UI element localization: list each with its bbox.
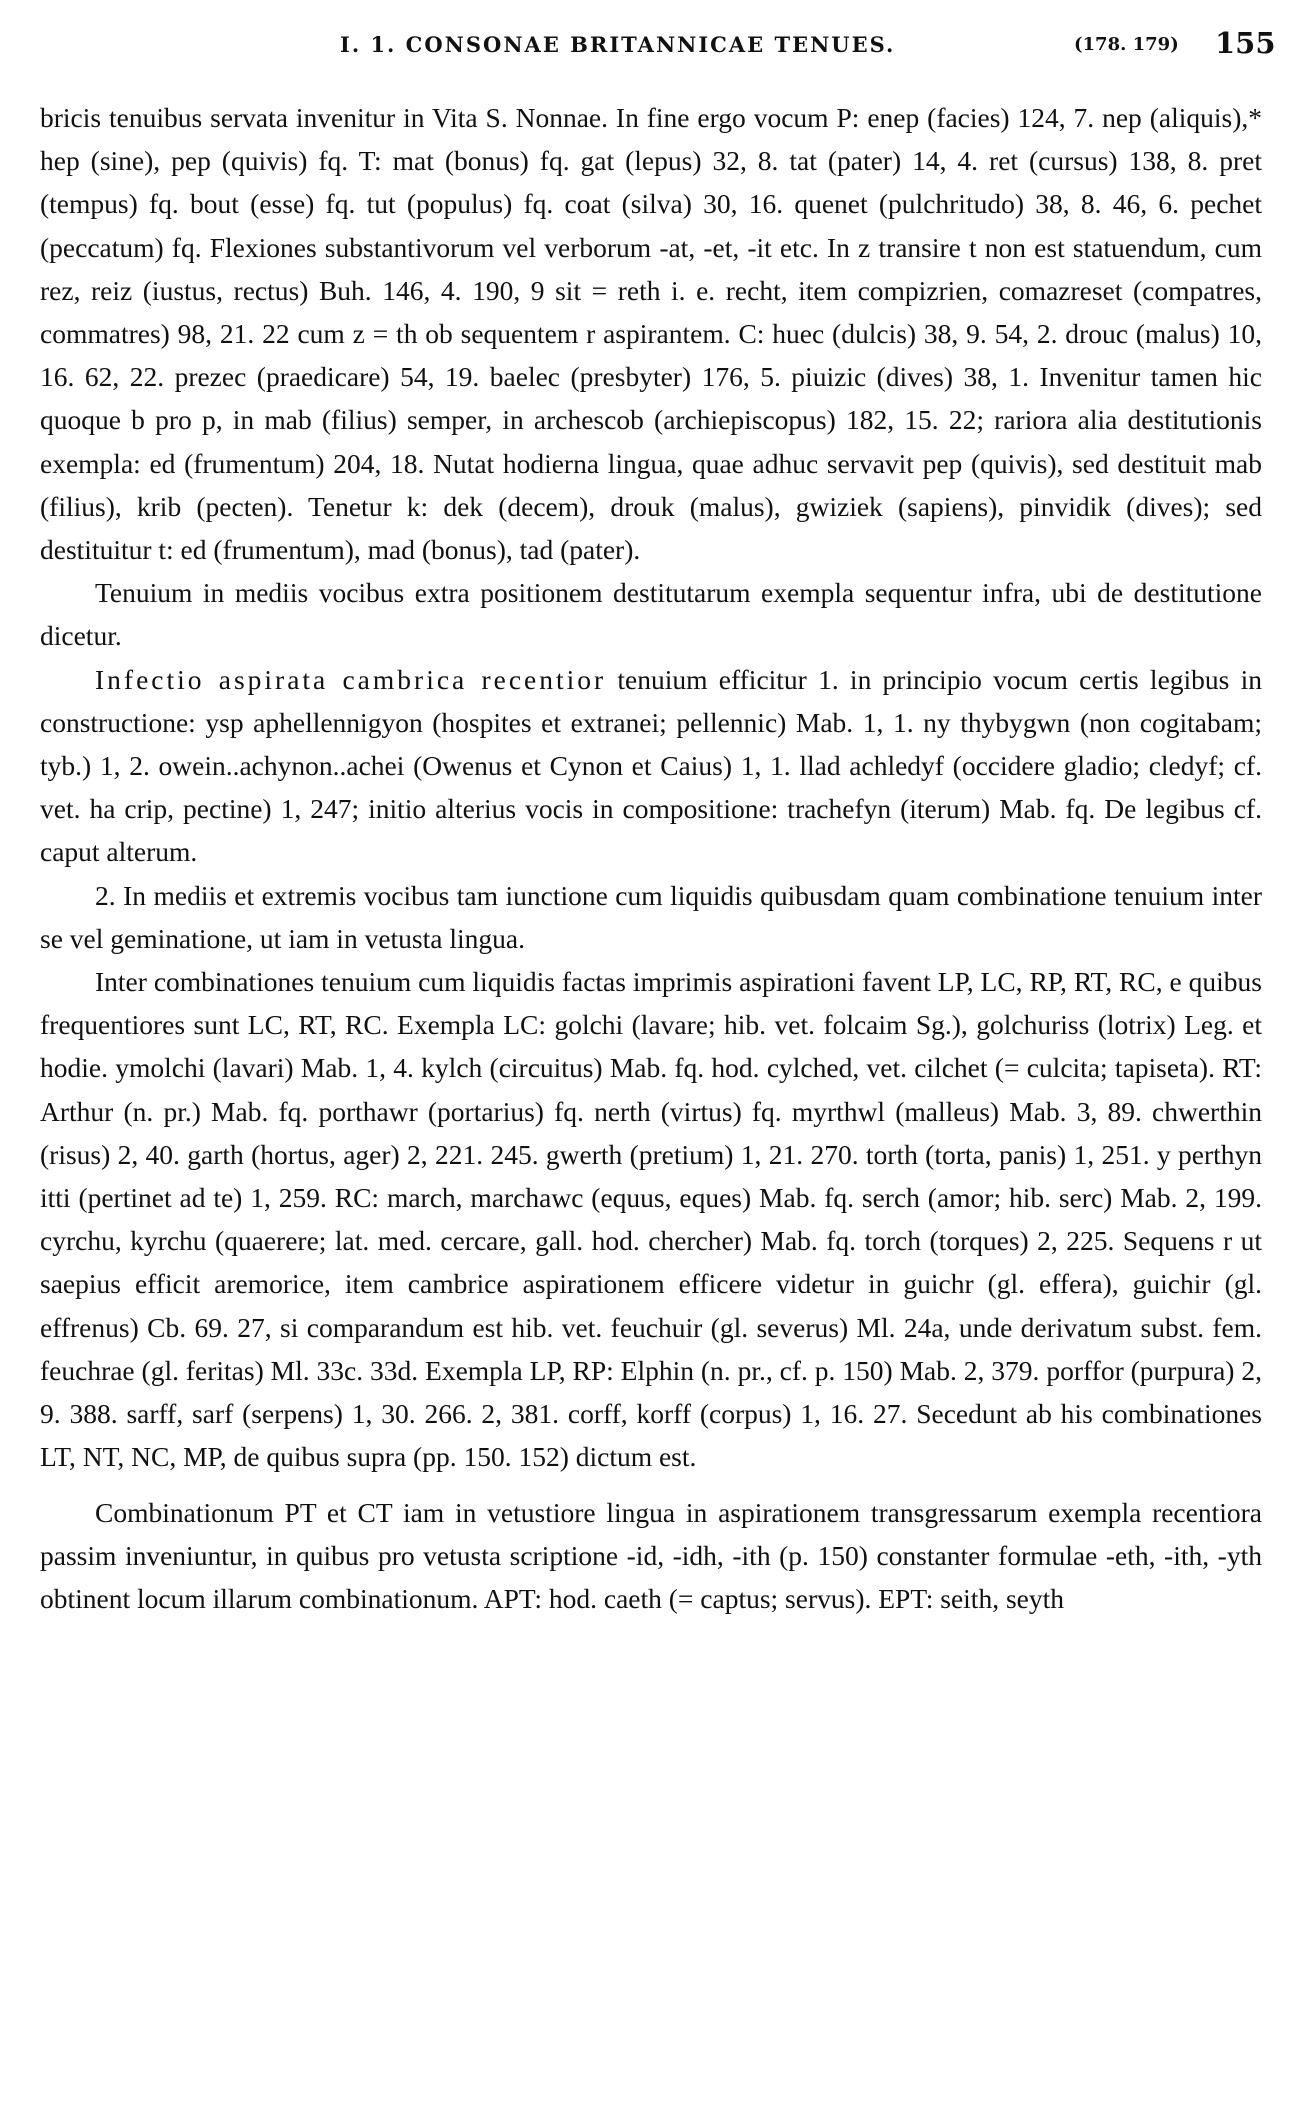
paragraph-text: Inter combinationes tenuium cum liquidis factas imprimis aspirationi favent LP, LC, RP, RT, RC, e quibus frequentiores sunt LC, RT, RC. Exempla LC: golchi (lavare; hib. vet. folcaim Sg.), golchuriss (lotrix) Leg. et hodie. ymolchi (lavari) Mab. 1, 4. kylch (circuitus) Mab. fq. hod. cylched, vet. cilchet (= culcita; tapiseta). RT: Arthur (n. pr.) Mab. fq. porthawr (portarius) fq. nerth (virtus) fq. myrthwl (malleus) Mab. 3, 89. chwerthin (risus) 2, 40. garth (hortus, ager) 2, 221. 245. gwerth (pretium) 1, 21. 270. torth (torta, panis) 1, 251. y perthyn itti (pertinet ad te) 1, 259. RC: march, marchawc (equus, eques) Mab. fq. serch (amor; hib. serc) Mab. 2, 199. cyrchu, kyrchu (quaerere; lat. med. cercare, gall. hod. chercher) Mab. fq. torch (torques) 2, 225. Sequens r ut saepius efficit aremorice, item cambrice aspirationem efficere videtur in guichr (gl. effera), guichir (gl. effrenus) Cb. 69. 27, si comparandum est hib. vet. feuchuir (gl. severus) Ml. 24a, unde derivatum subst. fem. feuchrae (gl. feritas) Ml. 33c. 33d. Exempla LP, RP: Elphin (n. pr., cf. p. 150) Mab. 2, 379. porffor (purpura) 2, 9. 388. sarff, sarf (serpens) 1, 30. 266. 2, 381. corff, korff (corpus) 1, 16. 27. Secedunt ab his combinationes LT, NT, NC, MP, de quibus supra (pp. 150. 152) dictum est. <box>40 966 1262 1473</box>
page-number: 155 <box>1215 26 1276 60</box>
running-header <box>0 24 1298 64</box>
paragraph-text: Combinationum PT et CT iam in vetustiore lingua in aspirationem transgressarum exempla recentiora passim inveniuntur, in quibus pro vetusta scriptione -id, -idh, -ith (p. 150) constanter formulae -eth, -ith, -yth obtinent locum illarum combinationum. APT: hod. caeth (= captus; servus). EPT: seith, seyth <box>40 1496 1262 1614</box>
paragraph-text: bricis tenuibus servata invenitur in Vita S. Nonnae. In fine ergo vocum P: enep (facies) 124, 7. nep (aliquis),* hep (sine), pep (quivis) fq. T: mat (bonus) fq. gat (lepus) 32, 8. tat (pater) 14, 4. ret (cursus) 138, 8. pret (tempus) fq. bout (esse) fq. tut (populus) fq. coat (silva) 30, 16. quenet (pulchritudo) 38, 8. 46, 6. pechet (peccatum) fq. Flexiones substantivorum vel verborum -at, -et, -it etc. In z transire t non est statuendum, cum rez, reiz (iustus, rectus) Buh. 146, 4. 190, 9 sit = reth i. e. recht, item compizrien, comazreset (compatres, commatres) 98, 21. 22 cum z = th ob sequentem r aspirantem. C: huec (dulcis) 38, 9. 54, 2. drouc (malus) 10, 16. 62, 22. prezec (praedicare) 54, 19. baelec (presbyter) 176, 5. piuizic (dives) 38, 1. Invenitur tamen hic quoque b pro p, in mab (filius) semper, in archescob (archiepiscopus) 182, 15. 22; rariora alia destitutionis exempla: ed (frumentum) 204, 18. Nutat hodierna lingua, quae adhuc servavit pep (quivis), sed destituit mab (filius), krib (pecten). Tenetur k: dek (decem), drouk (malus), gwiziek (sapiens), pinvidik (dives); sed destituitur t: ed (frumentum), mad (bonus), tad (pater). <box>40 102 1262 566</box>
paragraph-infectio-aspirata <box>40 658 1262 874</box>
paragraph-combinationes-pt-ct <box>40 1491 1262 1621</box>
paragraph-text: tenuium efficitur 1. in principio vocum certis legibus in constructione: ysp aphellennigyon (hospites et extranei; pellennic) Mab. 1, 1. ny thybygwn (non cogitabam; tyb.) 1, 2. owein..achynon..achei (Owenus et Cynon et Caius) 1, 1. llad achledyf (occidere gladio; cledyf; cf. vet. ha crip, pectine) 1, 247; initio alterius vocis in compositione: trachefyn (iterum) Mab. fq. De legibus cf. caput alterum. <box>40 663 1262 868</box>
paragraph-text: 2. In mediis et extremis vocibus tam iunctione cum liquidis quibusdam quam combinatione tenuium inter se vel geminatione, ut iam in vetusta lingua. <box>40 879 1262 954</box>
paragraph-tenues-medial <box>40 571 1262 657</box>
page-body <box>40 96 1262 1620</box>
spaced-heading: Infectio aspirata cambrica recentior <box>95 663 607 695</box>
paragraph-mediis-extremis <box>40 874 1262 960</box>
paragraph-text: Tenuium in mediis vocibus extra positionem destitutarum exempla sequentur infra, ubi de destitutione dicetur. <box>40 577 1262 652</box>
header-section-reference: (178. 179) <box>1074 34 1179 55</box>
header-title: I. 1. CONSONAE BRITANNICAE TENUES. <box>340 32 896 57</box>
paragraph-tenues-final <box>40 96 1262 571</box>
paragraph-combinationes-liquidis <box>40 960 1262 1478</box>
